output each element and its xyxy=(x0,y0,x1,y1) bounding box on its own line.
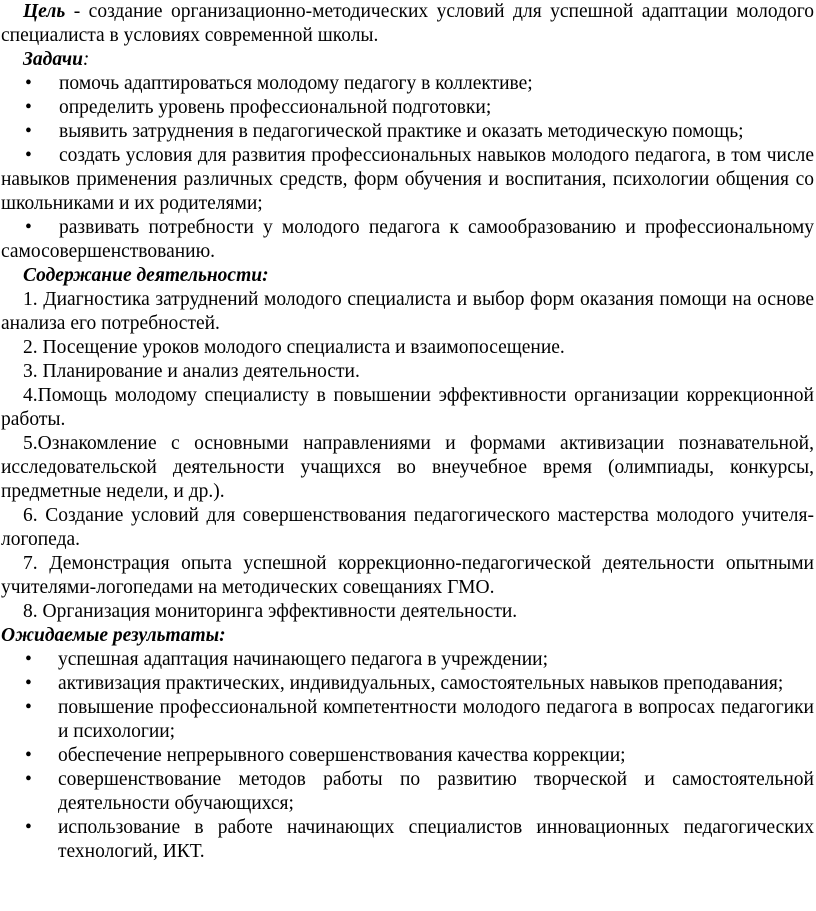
result-text: обеспечение непрерывного совершенствования качества коррекции; xyxy=(58,745,626,766)
result-text: активизация практических, индивидуальных, самостоятельных навыков преподавания; xyxy=(58,673,784,694)
content-item: 3. Планирование и анализ деятельности. xyxy=(23,361,360,382)
results-heading xyxy=(1,624,814,648)
content-item: 6. Создание условий для совершенствования педагогического мастерства молодого учителя-логопеда. xyxy=(1,505,814,550)
bullet-icon: • xyxy=(25,649,32,670)
task-text: развивать потребности у молодого педагога к самообразованию и профессиональному самосовершенствованию. xyxy=(1,217,814,262)
task-item xyxy=(1,144,814,216)
bullet-icon: • xyxy=(25,73,32,94)
task-text: помочь адаптироваться молодому педагогу в коллективе; xyxy=(59,73,533,94)
tasks-label: Задачи xyxy=(23,49,83,70)
bullet-icon: • xyxy=(25,673,32,694)
result-item xyxy=(1,696,814,744)
content-item: 1. Диагностика затруднений молодого специалиста и выбор форм оказания помощи на основе анализа его потребностей. xyxy=(1,289,814,334)
bullet-icon: • xyxy=(25,745,32,766)
bullet-icon: • xyxy=(25,817,32,838)
bullet-icon: • xyxy=(25,769,32,790)
content-label: Содержание деятельности: xyxy=(23,265,269,286)
bullet-icon: • xyxy=(25,697,32,718)
content-item: 5.Ознакомление с основными направлениями и формами активизации познавательной, исследовательской деятельности учащихся во внеучебное время (олимпиады, конкурсы, предметные недели, и др.). xyxy=(1,433,814,502)
content-item: 4.Помощь молодому специалисту в повышении эффективности организации коррекционной работы. xyxy=(1,385,814,430)
task-text: создать условия для развития профессиональных навыков молодого педагога, в том числе навыков применения различных средств, форм обучения и воспитания, психологии общения со школьниками и их родителями; xyxy=(1,145,814,214)
results-label: Ожидаемые результаты: xyxy=(1,625,226,646)
result-text: повышение профессиональной компетентности молодого педагога в вопросах педагогики и психологии; xyxy=(58,697,814,742)
content-item: 8. Организация мониторинга эффективности деятельности. xyxy=(23,601,518,622)
result-item xyxy=(1,816,814,864)
goal-label: Цель xyxy=(23,1,66,22)
bullet-icon: • xyxy=(25,145,32,166)
task-text: выявить затруднения в педагогической практике и оказать методическую помощь; xyxy=(59,121,744,142)
bullet-icon: • xyxy=(25,97,32,118)
content-heading xyxy=(1,264,814,288)
bullet-icon: • xyxy=(25,121,32,142)
goal-paragraph xyxy=(1,0,814,48)
task-item xyxy=(1,120,814,144)
result-item xyxy=(1,672,814,696)
content-item: 2. Посещение уроков молодого специалиста и взаимопосещение. xyxy=(23,337,565,358)
task-text: определить уровень профессиональной подготовки; xyxy=(59,97,492,118)
task-item xyxy=(1,72,814,96)
result-text: использование в работе начинающих специалистов инновационных педагогических технологий, ИКТ. xyxy=(58,817,814,862)
task-item xyxy=(1,216,814,264)
result-item xyxy=(1,648,814,672)
result-text: успешная адаптация начинающего педагога в учреждении; xyxy=(58,649,549,670)
goal-text: - создание организационно-методических условий для успешной адаптации молодого специалиста в условиях современной школы. xyxy=(1,1,814,46)
result-item xyxy=(1,744,814,768)
content-item: 7. Демонстрация опыта успешной коррекционно-педагогической деятельности опытными учителями-логопедами на методических совещаниях ГМО. xyxy=(1,553,814,598)
result-text: совершенствование методов работы по развитию творческой и самостоятельной деятельности обучающихся; xyxy=(58,769,814,814)
result-item xyxy=(1,768,814,816)
tasks-colon: : xyxy=(82,49,90,70)
task-item xyxy=(1,96,814,120)
tasks-heading xyxy=(1,48,814,72)
bullet-icon: • xyxy=(25,217,32,238)
results-list xyxy=(1,648,814,864)
